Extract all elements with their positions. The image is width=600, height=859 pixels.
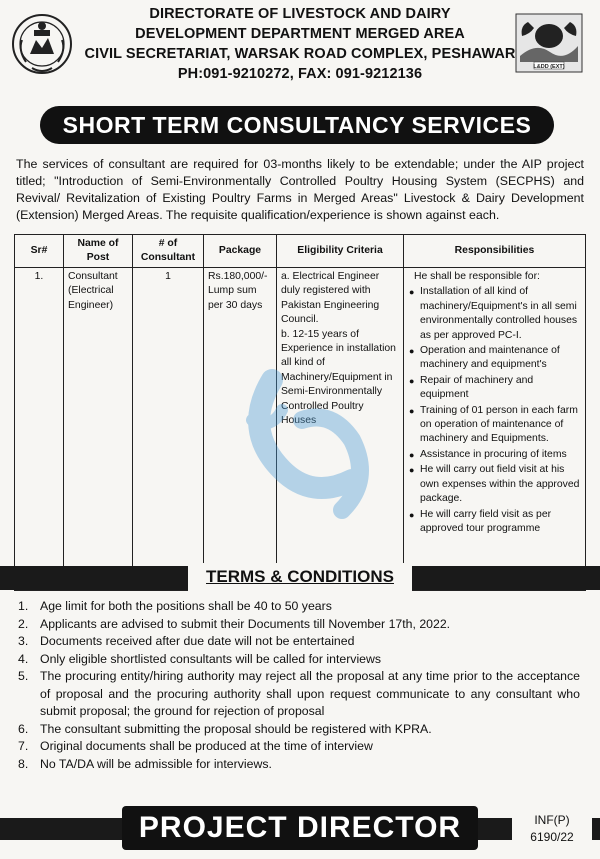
cell-package: Rs.180,000/- Lump sum per 30 days — [204, 268, 277, 591]
term-text: Only eligible shortlisted consultants will be called for interviews — [40, 651, 382, 666]
term-number: 5. — [18, 669, 29, 683]
header-line-2: DEVELOPMENT DEPARTMENT MERGED AREA — [135, 26, 465, 42]
eligibility-b: b. 12-15 years of Experience in installation all kind of Machinery/Equipment in Semi-Environmentally Controlled Poultry Houses — [281, 328, 396, 427]
term-text: Original documents shall be produced at the time of interview — [40, 739, 373, 753]
term-text: The procuring entity/hiring authority may reject all the proposal at any time prior to the acceptance of proposal and the procuring authority shall upon request communicate to any consultant who submit proposal; the ground for rejection of proposal — [40, 669, 580, 718]
term-number: 1. — [18, 599, 29, 613]
term-text: Applicants are advised to submit their Documents till November 17th, 2022. — [40, 616, 451, 631]
inf-reference — [512, 806, 592, 850]
list-item — [18, 633, 580, 651]
list-item — [18, 598, 580, 616]
responsibilities-list — [408, 285, 581, 536]
terms-list — [18, 598, 580, 773]
consultancy-table — [14, 234, 586, 591]
header-line-1: DIRECTORATE OF LIVESTOCK AND DAIRY — [149, 6, 451, 22]
list-item — [18, 651, 580, 669]
term-number: 8. — [18, 756, 29, 771]
table-row — [15, 268, 586, 591]
department-logo-text: L&DD (EXT) — [533, 64, 565, 70]
page-title-banner: SHORT TERM CONSULTANCY SERVICES — [40, 106, 554, 144]
term-text: Age limit for both the positions shall be 40 to 50 years — [40, 599, 332, 613]
term-text: Documents received after due date will not be entertained — [40, 634, 355, 648]
list-item: ● Operation and maintenance of machinery and equipment's — [408, 344, 581, 373]
header-responsibilities: Responsibilities — [404, 235, 586, 268]
responsibilities-heading: He shall be responsible for: — [414, 271, 540, 282]
list-item: ● Assistance in procuring of items — [408, 448, 581, 462]
term-text: The consultant submitting the proposal should be registered with KPRA. — [40, 721, 432, 736]
cell-responsibilities — [404, 268, 586, 591]
list-item: ● He will carry field visit as per approved tour programme — [408, 508, 581, 537]
list-item: ● Installation of all kind of machinery/Equipment's in all semi environmentally controlled houses as per approved PC-I. — [408, 285, 581, 343]
list-item: ● Training of 01 person in each farm on operation of maintenance of machinery and Equipments. — [408, 404, 581, 447]
header-eligibility: Eligibility Criteria — [277, 235, 404, 268]
inf-line-1: INF(P) — [534, 813, 570, 827]
list-item — [18, 721, 580, 739]
terms-title-text: TERMS & CONDITIONS — [206, 567, 394, 586]
list-item: ● Repair of machinery and equipment — [408, 374, 581, 403]
cell-num-consultant: 1 — [133, 268, 204, 591]
inf-line-2: 6190/22 — [530, 830, 574, 844]
term-number: 4. — [18, 651, 29, 666]
signatory-title: PROJECT DIRECTOR — [122, 806, 478, 850]
terms-title — [188, 563, 412, 591]
table-header-row — [15, 235, 586, 268]
cell-eligibility — [277, 268, 404, 591]
eligibility-a: a. Electrical Engineer duly registered with Pakistan Engineering Council. — [281, 271, 380, 326]
header-num-consultant: # of Consultant — [133, 235, 204, 268]
cell-sr: 1. — [15, 268, 64, 591]
header-package: Package — [204, 235, 277, 268]
header-line-4: PH:091-9210272, FAX: 091-9212136 — [177, 66, 423, 82]
list-item — [18, 616, 580, 634]
term-number: 7. — [18, 739, 29, 753]
header-post: Name of Post — [64, 235, 133, 268]
list-item: ● He will carry out field visit at his own expenses within the approved package. — [408, 463, 581, 506]
term-number: 2. — [18, 616, 29, 631]
list-item — [18, 756, 580, 774]
header-sr: Sr# — [15, 235, 64, 268]
intro-paragraph: The services of consultant are required for 03-months likely to be extendable; under the AIP project titled; "Introduction of Semi-Environmentally Controlled Poultry Housing System (SECPHS) and Revival/ Revitalization of Existing Poultry Farms in Merged Areas" Livestock & Dairy Development (Extension) Merged Areas. The requisite qualification/experience is shown against each. — [16, 157, 584, 222]
term-number: 6. — [18, 721, 29, 736]
cell-post: Consultant (Electrical Engineer) — [64, 268, 133, 591]
term-text: No TA/DA will be admissible for interviews. — [40, 756, 272, 771]
term-number: 3. — [18, 634, 29, 648]
list-item — [18, 738, 580, 756]
list-item — [18, 668, 580, 721]
header-line-3: CIVIL SECRETARIAT, WARSAK ROAD COMPLEX, PESHAWAR — [84, 46, 516, 62]
letterhead — [0, 4, 600, 84]
